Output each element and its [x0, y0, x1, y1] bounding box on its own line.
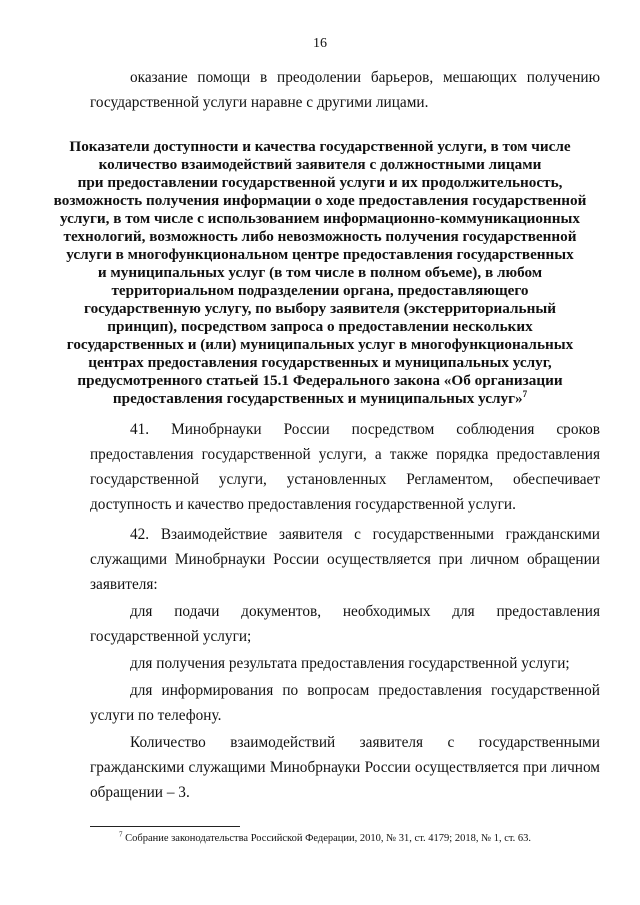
- item1-line-2: государственной услуги;: [90, 628, 252, 645]
- item2-line-1: для получения результата предоставления государственной услуги;: [130, 655, 570, 672]
- footnote-reference: 7: [522, 388, 528, 399]
- intro-line-1: оказание помощи в преодолении барьеров, мешающих получению: [130, 69, 600, 86]
- intro-line-2: государственной услуги наравне с другими лицами.: [90, 94, 429, 111]
- heading-line: Показатели доступности и качества государственной услуги, в том числе: [69, 138, 571, 155]
- para41-line-4: доступность и качество предоставления государственной услуги.: [90, 496, 516, 513]
- heading-line: количество взаимодействий заявителя с должностными лицами: [98, 156, 542, 173]
- para42-line-1: 42. Взаимодействие заявителя с государственными гражданскими: [130, 526, 600, 543]
- heading-line: государственных и (или) муниципальных услуг в многофункциональных: [66, 336, 574, 353]
- heading-line: услуги, в том числе с использованием информационно-коммуникационных: [60, 210, 580, 227]
- para42-line-2: служащими Минобрнауки России осуществляется при личном обращении: [90, 551, 600, 568]
- heading-line: и муниципальных услуг (в том числе в полном объеме), в любом: [97, 264, 543, 281]
- footnote: [119, 830, 532, 844]
- heading-line: территориальном подразделении органа, предоставляющего: [111, 282, 529, 299]
- page-number: 16: [313, 36, 327, 51]
- heading-line: центрах предоставления государственных и муниципальных услуг,: [88, 354, 552, 371]
- para42-line-3: заявителя:: [90, 576, 158, 593]
- heading-line: услуги в многофункциональном центре предоставления государственных: [66, 246, 574, 263]
- count-line-1: Количество взаимодействий заявителя с государственными: [130, 734, 600, 751]
- heading-line: предусмотренного статьей 15.1 Федерального закона «Об организации: [77, 372, 563, 389]
- footnote-text: Собрание законодательства Российской Федерации, 2010, № 31, ст. 4179; 2018, № 1, ст. 63.: [122, 833, 532, 844]
- footnote-mark: 7: [119, 830, 123, 839]
- count-line-2: гражданскими служащими Минобрнауки России осуществляется при личном: [90, 759, 600, 776]
- heading-line: технологий, возможность либо невозможность получения государственной: [63, 228, 577, 245]
- para41-line-1: 41. Минобрнауки России посредством соблюдения сроков: [130, 421, 600, 438]
- heading-line: принцип), посредством запроса о предоставлении нескольких: [107, 318, 533, 335]
- heading-line-last: [0, 388, 640, 407]
- footnote-divider: [90, 826, 240, 827]
- para41-line-2: предоставления государственной услуги, а также порядка предоставления: [90, 446, 600, 463]
- heading-line: при предоставлении государственной услуги и их продолжительность,: [77, 174, 563, 191]
- heading-line: возможность получения информации о ходе предоставления государственной: [53, 192, 587, 209]
- para41-line-3: государственной услуги, установленных Регламентом, обеспечивает: [90, 471, 600, 488]
- item1-line-1: для подачи документов, необходимых для предоставления: [130, 603, 600, 620]
- item3-line-2: услуги по телефону.: [90, 707, 222, 724]
- heading-line-text: предоставления государственных и муниципальных услуг»: [112, 390, 523, 407]
- count-line-3: обращении – 3.: [90, 784, 190, 801]
- heading-line: государственную услугу, по выбору заявителя (экстерриториальный: [84, 300, 556, 317]
- item3-line-1: для информирования по вопросам предоставления государственной: [130, 682, 600, 699]
